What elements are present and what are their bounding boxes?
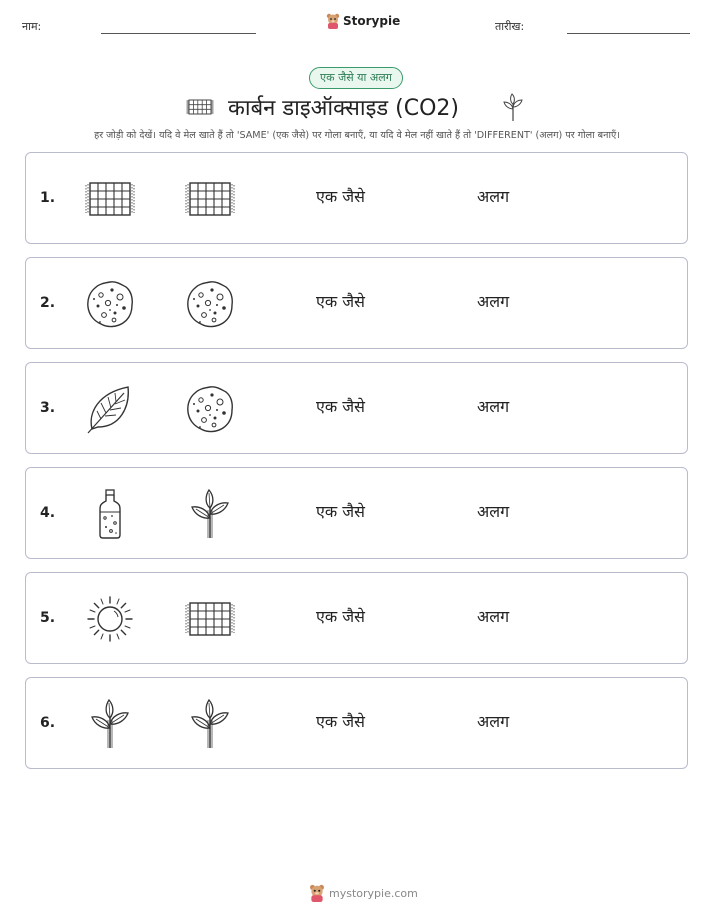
brand-name: Storypie [343, 14, 401, 28]
question-number: 1. [40, 190, 56, 206]
worksheet-type-badge: एक जैसे या अलग [309, 67, 403, 89]
name-label: नाम: [22, 20, 42, 33]
question-number: 4. [40, 505, 56, 521]
rock-icon [84, 278, 136, 330]
different-option[interactable]: अलग [477, 712, 510, 731]
sapling-icon [184, 488, 236, 540]
sun-icon [84, 593, 136, 645]
different-option[interactable]: अलग [477, 607, 510, 626]
rock-icon [184, 383, 236, 435]
bottle-icon [84, 488, 136, 540]
question-number: 5. [40, 610, 56, 626]
same-option[interactable]: एक जैसे [316, 502, 365, 521]
page-title: कार्बन डाइऑक्साइड (CO2) [228, 96, 459, 121]
different-option[interactable]: अलग [477, 397, 510, 416]
grid-mat-icon [84, 173, 136, 225]
question-row [25, 257, 688, 349]
same-option[interactable]: एक जैसे [316, 607, 365, 626]
date-label: तारीख: [495, 20, 525, 33]
question-row [25, 572, 688, 664]
sapling-icon [500, 92, 526, 122]
bear-mascot-icon [309, 884, 325, 902]
grid-mat-icon [184, 593, 236, 645]
footer-url: mystorypie.com [329, 886, 418, 900]
title-row [0, 92, 714, 124]
same-option[interactable]: एक जैसे [316, 187, 365, 206]
footer [309, 884, 418, 902]
question-number: 3. [40, 400, 56, 416]
sapling-icon [84, 698, 136, 750]
leaf-icon [84, 383, 136, 435]
question-row [25, 362, 688, 454]
rock-icon [184, 278, 236, 330]
grid-mat-icon [184, 173, 236, 225]
brand-logo [326, 13, 400, 29]
question-number: 2. [40, 295, 56, 311]
same-option[interactable]: एक जैसे [316, 397, 365, 416]
same-option[interactable]: एक जैसे [316, 292, 365, 311]
same-option[interactable]: एक जैसे [316, 712, 365, 731]
question-number: 6. [40, 715, 56, 731]
date-field[interactable] [567, 33, 690, 34]
instructions: हर जोड़ी को देखें। यदि वे मेल खाते हैं तो 'SAME' (एक जैसे) पर गोला बनाएँ, या यदि वे मेल नहीं खाते हैं तो 'DIFFERENT' (अलग) पर गोला बनाएँ। [94, 130, 620, 141]
sapling-icon [184, 698, 236, 750]
different-option[interactable]: अलग [477, 187, 510, 206]
name-field[interactable] [101, 33, 256, 34]
question-row [25, 467, 688, 559]
different-option[interactable]: अलग [477, 502, 510, 521]
question-row [25, 152, 688, 244]
grid-mat-icon [186, 97, 214, 117]
bear-mascot-icon [326, 13, 340, 29]
question-row [25, 677, 688, 769]
different-option[interactable]: अलग [477, 292, 510, 311]
